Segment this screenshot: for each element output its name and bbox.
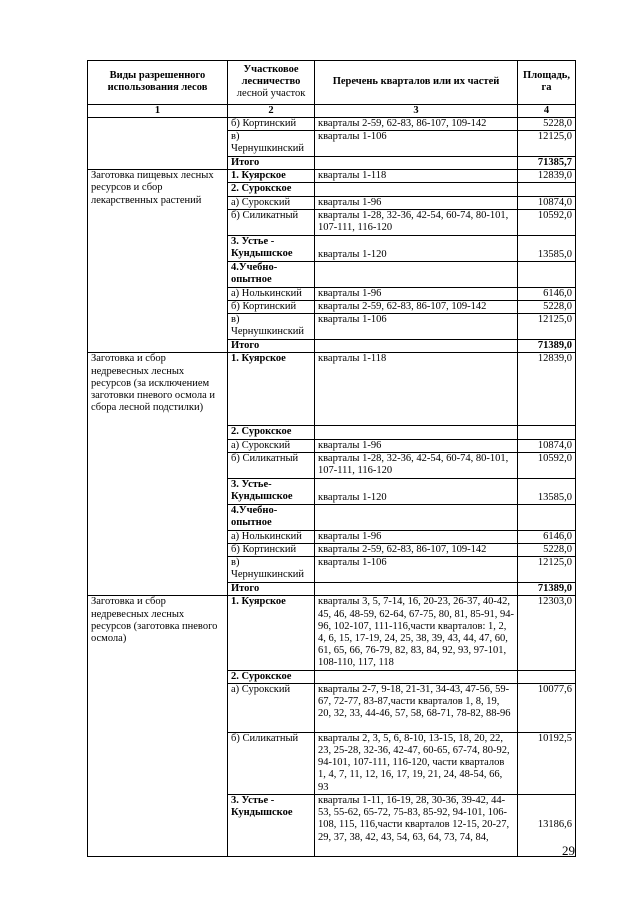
column-number: 1: [88, 104, 228, 117]
quarters-cell: [315, 261, 518, 287]
quarters-cell: кварталы 2-59, 62-83, 86-107, 109-142: [315, 117, 518, 130]
quarters-cell: кварталы 2, 3, 5, 6, 8-10, 13-15, 18, 20, 22, 23, 25-28, 32-36, 42-47, 60-65, 67-74, 80-92, 94-101, 107-111, 116-120, части кварталов 1, 4, 7, 11, 12, 16, 17, 19, 21, 24, 48-54, 66, 93: [315, 732, 518, 794]
quarters-cell: [315, 183, 518, 196]
quarters-cell: кварталы 1-96: [315, 287, 518, 300]
total-value: 71389,0: [518, 340, 576, 353]
forestry-cell: а) Нолькинский: [228, 530, 315, 543]
forestry-cell: в) Чернушкинский: [228, 314, 315, 340]
quarters-cell: кварталы 1-96: [315, 196, 518, 209]
quarters-cell: кварталы 1-28, 32-36, 42-54, 60-74, 80-101, 107-111, 116-120: [315, 452, 518, 478]
quarters-cell: кварталы 1-118: [315, 353, 518, 426]
quarters-cell: кварталы 2-7, 9-18, 21-31, 34-43, 47-56, 59-67, 72-77, 83-87,части кварталов 1, 8, 19, 20, 32, 33, 44-46, 57, 58, 68-71, 78-82, 88-96: [315, 683, 518, 732]
forestry-cell: а) Сурокский: [228, 683, 315, 732]
forestry-cell: а) Нолькинский: [228, 287, 315, 300]
quarters-cell: кварталы 1-96: [315, 530, 518, 543]
quarters-cell: кварталы 3, 5, 7-14, 16, 20-23, 26-37, 40-42, 45, 46, 48-59, 62-64, 67-75, 80, 81, 85-91, 94-96, 102-107, 111-116,части кварталов: 1, 2, 4, 6, 15, 17-19, 24, 25, 38, 39, 43, 44, 47, 60, 61, 65, 66, 76-79, 82, 83, 84, 92, 93, 97-101, 108-110, 117, 118: [315, 596, 518, 670]
area-cell: 10077,6: [518, 683, 576, 732]
forestry-cell: б) Кортинский: [228, 544, 315, 557]
area-cell: 6146,0: [518, 287, 576, 300]
column-number: 4: [518, 104, 576, 117]
quarters-cell: [315, 157, 518, 170]
column-number: 3: [315, 104, 518, 117]
header-forestry-subtitle: лесной участок: [236, 88, 306, 100]
table-row: [88, 353, 576, 426]
area-cell: 12125,0: [518, 314, 576, 340]
page-number: 29: [562, 843, 575, 858]
quarters-cell: кварталы 1-106: [315, 557, 518, 583]
quarters-cell: кварталы 2-59, 62-83, 86-107, 109-142: [315, 301, 518, 314]
area-cell: 10192,5: [518, 732, 576, 794]
total-value: 71389,0: [518, 583, 576, 596]
area-cell: 6146,0: [518, 530, 576, 543]
area-cell: 10592,0: [518, 452, 576, 478]
forest-use-table: [87, 60, 576, 857]
column-number-row: [88, 104, 576, 117]
forestry-cell: 1. Куярское: [228, 596, 315, 670]
forestry-cell: б) Силикатный: [228, 452, 315, 478]
area-cell: 12839,0: [518, 170, 576, 183]
forestry-cell: 3. Устье - Кундышское: [228, 235, 315, 261]
table-header-row: [88, 61, 576, 105]
forestry-cell: б) Силикатный: [228, 209, 315, 235]
area-cell: 10592,0: [518, 209, 576, 235]
header-quarters: Перечень кварталов или их частей: [315, 61, 518, 105]
quarters-cell: кварталы 1-120: [315, 235, 518, 261]
area-cell: [518, 426, 576, 439]
area-cell: 5228,0: [518, 544, 576, 557]
area-cell: 12125,0: [518, 131, 576, 157]
area-cell: 12303,0: [518, 596, 576, 670]
forestry-cell: 3. Устье-Кундышское: [228, 478, 315, 504]
total-label: Итого: [228, 157, 315, 170]
area-cell: [518, 183, 576, 196]
quarters-cell: [315, 504, 518, 530]
use-type-cell-empty: [88, 117, 228, 169]
forestry-cell: 2. Сурокское: [228, 670, 315, 683]
area-cell: 10874,0: [518, 196, 576, 209]
forestry-cell: 2. Сурокское: [228, 183, 315, 196]
forestry-cell: б) Силикатный: [228, 732, 315, 794]
quarters-cell: [315, 340, 518, 353]
forestry-cell: 3. Устье - Кундышское: [228, 794, 315, 856]
use-type-cell: Заготовка пищевых лесных ресурсов и сбор лекарственных растений: [88, 170, 228, 353]
quarters-cell: [315, 426, 518, 439]
area-cell: [518, 670, 576, 683]
table-row: [88, 596, 576, 670]
quarters-cell: кварталы 1-11, 16-19, 28, 30-36, 39-42, 44-53, 55-62, 65-72, 75-83, 85-92, 94-101, 106-108, 115, 116,части кварталов 12-15, 20-27, 29, 37, 38, 42, 43, 54, 63, 64, 73, 74, 84,: [315, 794, 518, 856]
total-label: Итого: [228, 583, 315, 596]
forestry-cell: в) Чернушкинский: [228, 557, 315, 583]
area-cell: 12839,0: [518, 353, 576, 426]
forestry-cell: 2. Сурокское: [228, 426, 315, 439]
area-cell: 13585,0: [518, 235, 576, 261]
header-forestry-title: Участковое лесничество: [241, 64, 301, 88]
quarters-cell: кварталы 1-120: [315, 478, 518, 504]
quarters-cell: кварталы 1-118: [315, 170, 518, 183]
forestry-cell: 1. Куярское: [228, 170, 315, 183]
use-type-cell: Заготовка и сбор недревесных лесных ресурсов (заготовка пневого осмола): [88, 596, 228, 856]
quarters-cell: [315, 583, 518, 596]
column-number: 2: [228, 104, 315, 117]
table-row: [88, 170, 576, 183]
total-label: Итого: [228, 340, 315, 353]
quarters-cell: кварталы 1-96: [315, 439, 518, 452]
total-value: 71385,7: [518, 157, 576, 170]
use-type-cell: Заготовка и сбор недревесных лесных ресурсов (за исключением заготовки пневого осмола и сбора лесной подстилки): [88, 353, 228, 596]
forestry-cell: 4.Учебно-опытное: [228, 504, 315, 530]
header-forestry: [228, 61, 315, 105]
forestry-cell: в) Чернушкинский: [228, 131, 315, 157]
forestry-cell: 1. Куярское: [228, 353, 315, 426]
quarters-cell: [315, 670, 518, 683]
header-area: Площадь, га: [518, 61, 576, 105]
area-cell: 10874,0: [518, 439, 576, 452]
header-use-type: Виды разрешенного использования лесов: [88, 61, 228, 105]
area-cell: 13585,0: [518, 478, 576, 504]
quarters-cell: кварталы 2-59, 62-83, 86-107, 109-142: [315, 544, 518, 557]
area-cell: 5228,0: [518, 117, 576, 130]
quarters-cell: кварталы 1-106: [315, 131, 518, 157]
area-cell: [518, 504, 576, 530]
forestry-cell: а) Сурокский: [228, 196, 315, 209]
quarters-cell: кварталы 1-28, 32-36, 42-54, 60-74, 80-101, 107-111, 116-120: [315, 209, 518, 235]
area-cell: 13186,6: [518, 794, 576, 856]
area-cell: 12125,0: [518, 557, 576, 583]
forestry-cell: б) Кортинский: [228, 301, 315, 314]
forestry-cell: б) Кортинский: [228, 117, 315, 130]
table-row: [88, 117, 576, 130]
forestry-cell: а) Сурокский: [228, 439, 315, 452]
area-cell: 5228,0: [518, 301, 576, 314]
quarters-cell: кварталы 1-106: [315, 314, 518, 340]
forestry-cell: 4.Учебно-опытное: [228, 261, 315, 287]
area-cell: [518, 261, 576, 287]
